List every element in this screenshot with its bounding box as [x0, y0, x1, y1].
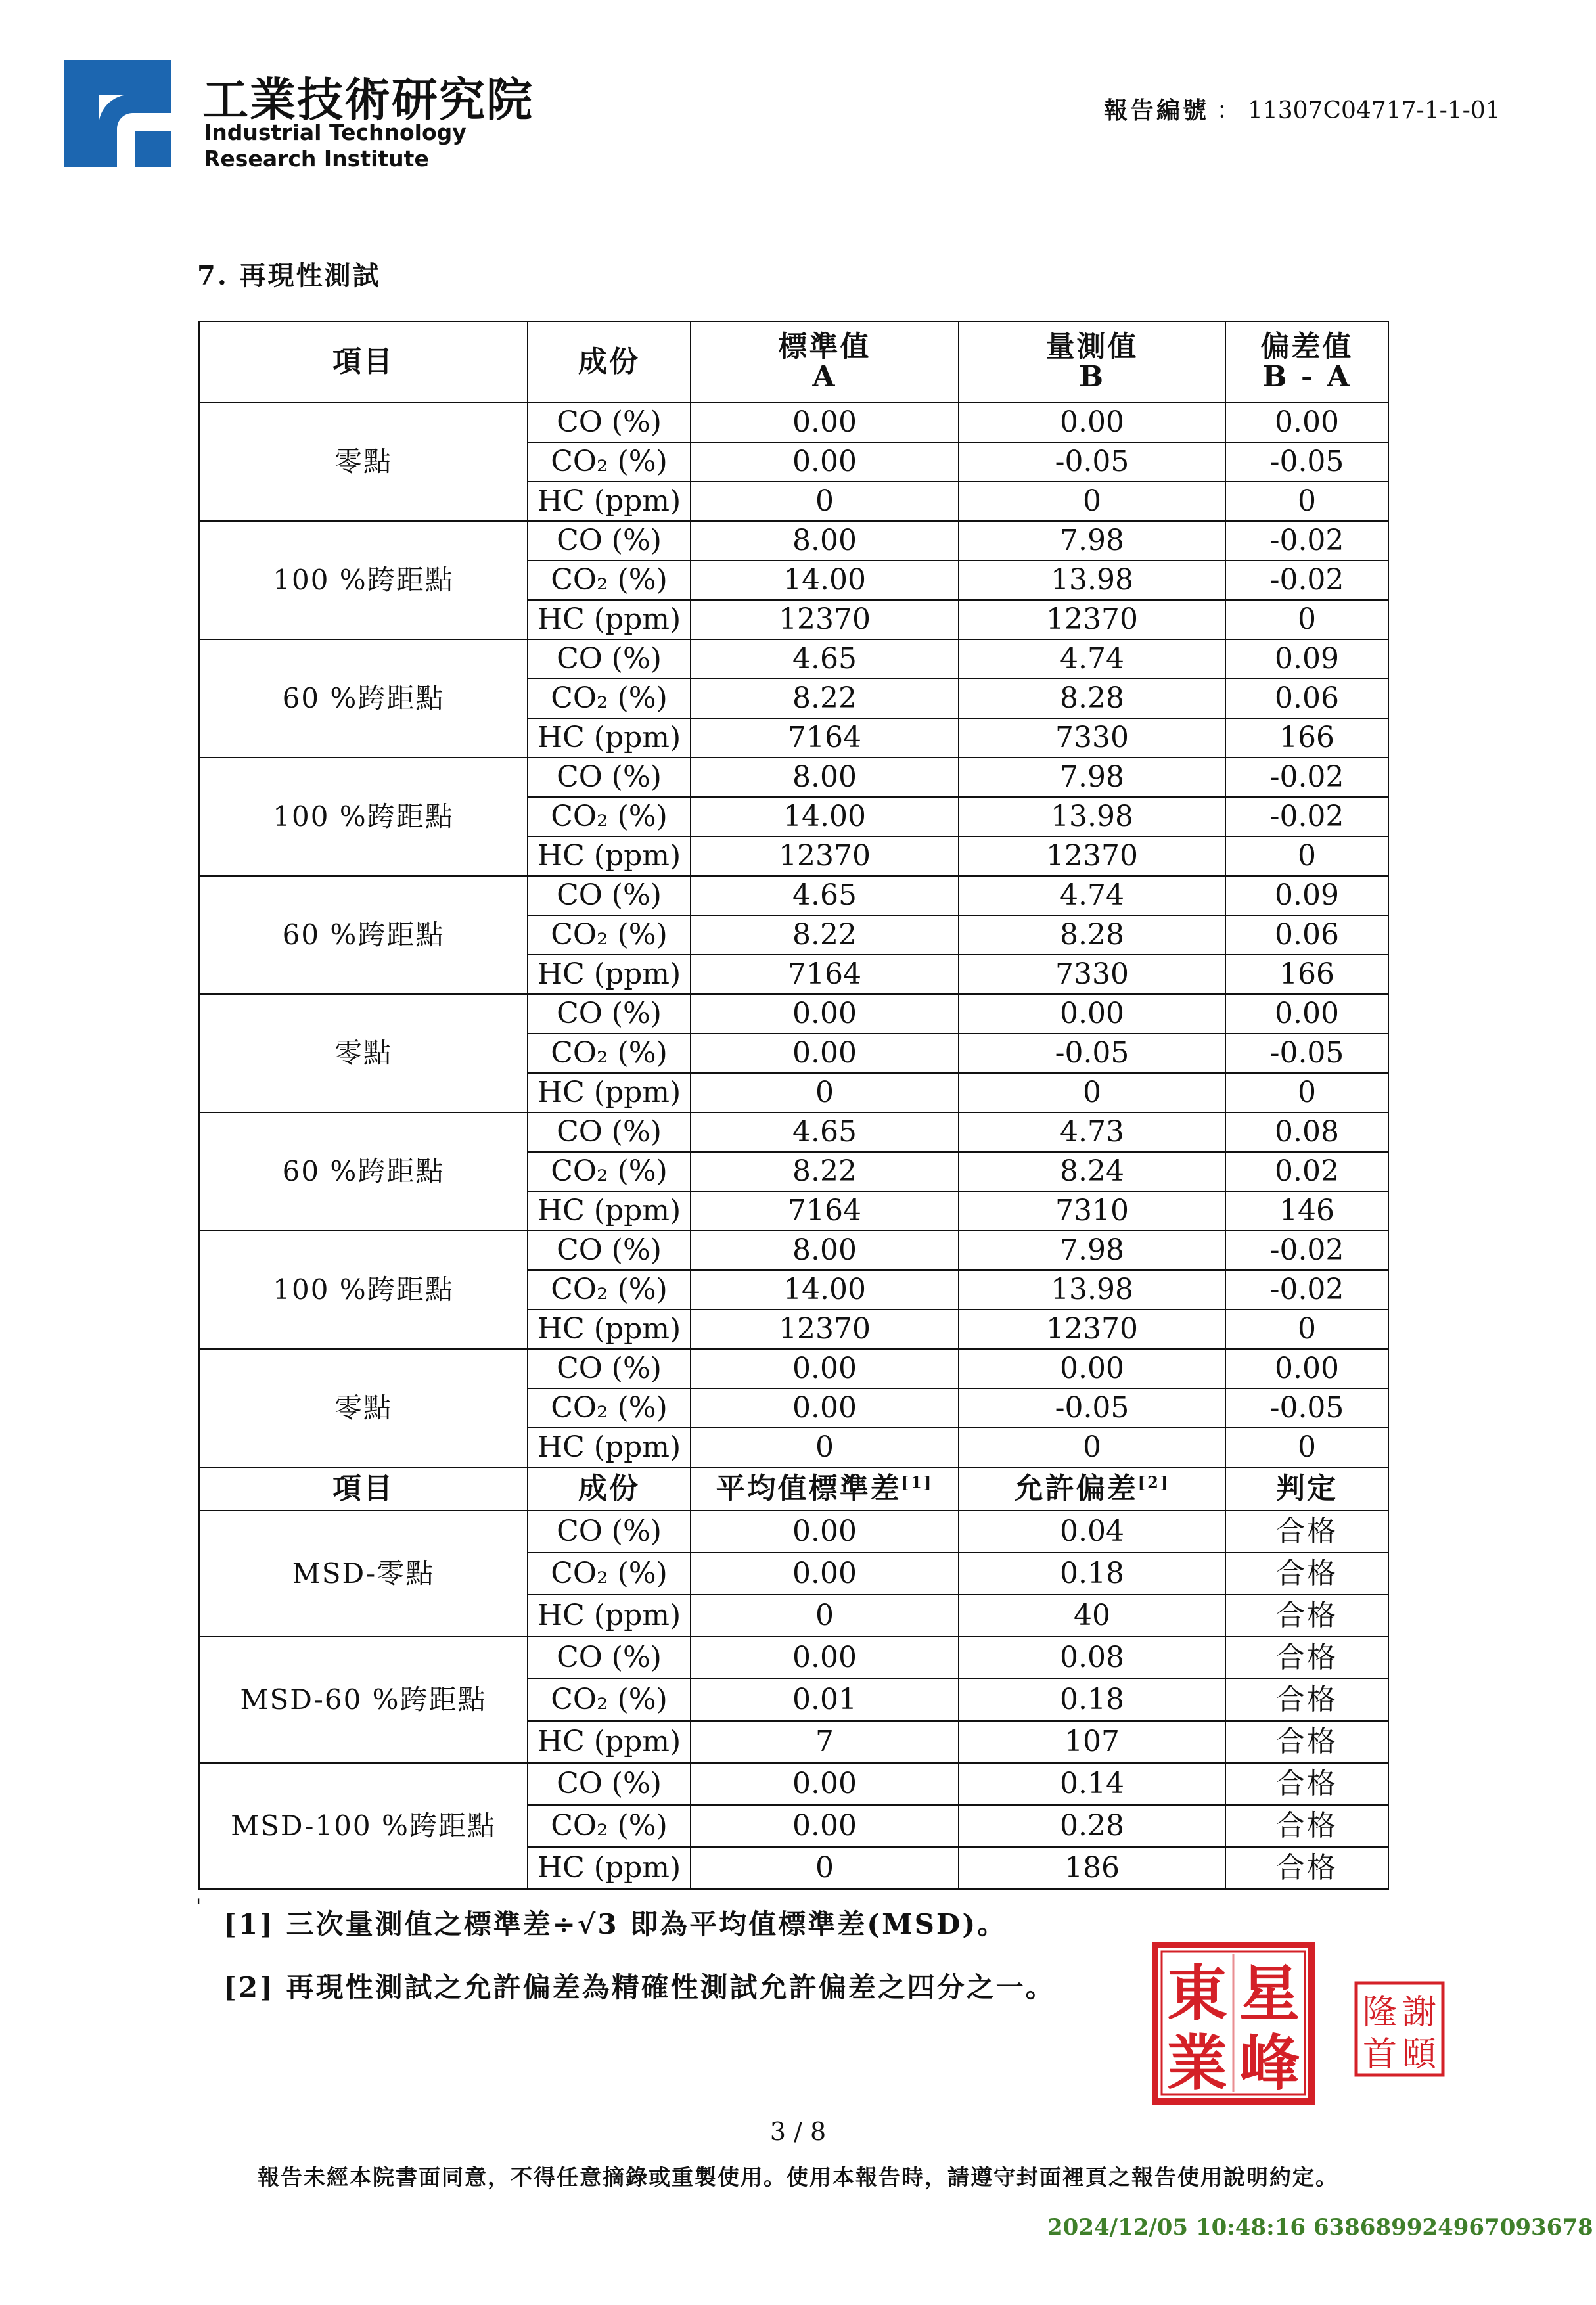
tick-mark: ' [196, 1895, 202, 1918]
table-row [199, 994, 1388, 1034]
deviation-cell: -0.05 [1225, 1388, 1388, 1428]
value-b-cell: 13.98 [959, 797, 1225, 836]
group-label: 零點 [199, 994, 528, 1112]
value-a-cell: 4.65 [691, 876, 959, 915]
value-b-cell: 0.08 [959, 1637, 1225, 1679]
component-cell: CO (%) [528, 1763, 691, 1805]
deviation-cell: 0.00 [1225, 994, 1388, 1034]
component-cell: HC (ppm) [528, 955, 691, 994]
deviation-cell: 146 [1225, 1191, 1388, 1231]
header-item: 項目 [199, 321, 528, 403]
msd-header-allowed [959, 1467, 1225, 1511]
footer-disclaimer: 報告未經本院書面同意，不得任意摘錄或重製使用。使用本報告時，請遵守封面裡頁之報告使用說明約定。 [258, 2164, 1338, 2190]
table-row [199, 521, 1388, 560]
seal-char: 首 [1362, 2035, 1398, 2074]
deviation-cell: 0.06 [1225, 915, 1388, 955]
value-a-cell: 7164 [691, 1191, 959, 1231]
deviation-cell: -0.02 [1225, 758, 1388, 797]
value-a-cell: 7 [691, 1721, 959, 1763]
component-cell: CO (%) [528, 1349, 691, 1388]
value-b-cell: 13.98 [959, 560, 1225, 600]
component-cell: CO₂ (%) [528, 679, 691, 718]
group-label: 100 %跨距點 [199, 521, 528, 639]
logo-subtitle-line1: Industrial Technology [204, 120, 467, 145]
value-b-cell: 7.98 [959, 521, 1225, 560]
value-b-cell: 0.18 [959, 1553, 1225, 1595]
report-number-separator: ： [1216, 97, 1241, 124]
msd-header [199, 1467, 1388, 1511]
value-b-cell: 13.98 [959, 1270, 1225, 1310]
reproducibility-table [198, 321, 1389, 1890]
component-cell: CO (%) [528, 521, 691, 560]
value-b-cell: 186 [959, 1847, 1225, 1889]
component-cell: HC (ppm) [528, 1847, 691, 1889]
component-cell: CO₂ (%) [528, 1388, 691, 1428]
table-row [199, 758, 1388, 797]
group-label: 100 %跨距點 [199, 1231, 528, 1349]
component-cell: CO₂ (%) [528, 1553, 691, 1595]
group-label: MSD-100 %跨距點 [199, 1763, 528, 1889]
component-cell: HC (ppm) [528, 482, 691, 521]
verdict-cell: 合格 [1225, 1763, 1388, 1805]
msd-header-ref-1: [1] [901, 1472, 934, 1492]
header-deviation-sub: B - A [1262, 360, 1352, 394]
table-row [199, 639, 1388, 679]
value-a-cell: 8.22 [691, 1152, 959, 1191]
deviation-cell: 0 [1225, 1428, 1388, 1467]
component-cell: CO₂ (%) [528, 1679, 691, 1721]
component-cell: CO₂ (%) [528, 915, 691, 955]
value-b-cell: 12370 [959, 836, 1225, 876]
component-cell: CO (%) [528, 1231, 691, 1270]
logo-subtitle [204, 120, 467, 172]
seal-char: 隆 [1362, 1993, 1398, 2032]
group-label: MSD-零點 [199, 1511, 528, 1637]
header-component: 成份 [528, 321, 691, 403]
note-1: [1] 三次量測值之標準差÷√3 即為平均值標準差(MSD)。 [223, 1908, 1007, 1940]
deviation-cell: 0 [1225, 482, 1388, 521]
component-cell: CO₂ (%) [528, 797, 691, 836]
value-b-cell: 4.73 [959, 1112, 1225, 1152]
value-a-cell: 0 [691, 1595, 959, 1637]
component-cell: CO (%) [528, 403, 691, 442]
value-a-cell: 0.00 [691, 994, 959, 1034]
value-a-cell: 4.65 [691, 1112, 959, 1152]
deviation-cell: 166 [1225, 955, 1388, 994]
table-row [199, 1511, 1388, 1553]
table-row [199, 403, 1388, 442]
header-measured-sub: B [1078, 360, 1106, 394]
seal-char: 業 [1166, 2028, 1228, 2099]
deviation-cell: -0.05 [1225, 1034, 1388, 1073]
deviation-cell: 166 [1225, 718, 1388, 758]
value-a-cell: 0.00 [691, 1763, 959, 1805]
component-cell: CO (%) [528, 994, 691, 1034]
component-cell: CO (%) [528, 639, 691, 679]
value-b-cell: 4.74 [959, 639, 1225, 679]
component-cell: HC (ppm) [528, 1721, 691, 1763]
msd-header-component: 成份 [528, 1467, 691, 1511]
component-cell: CO (%) [528, 876, 691, 915]
msd-header-item: 項目 [199, 1467, 528, 1511]
table-header-row [199, 321, 1388, 403]
verdict-cell: 合格 [1225, 1637, 1388, 1679]
value-b-cell: 7.98 [959, 1231, 1225, 1270]
value-a-cell: 8.00 [691, 758, 959, 797]
value-a-cell: 12370 [691, 1310, 959, 1349]
group-label: MSD-60 %跨距點 [199, 1637, 528, 1763]
table-row [199, 1349, 1388, 1388]
section-title: 7. 再現性測試 [197, 260, 381, 291]
table-row [199, 1637, 1388, 1679]
seal-char: 東 [1166, 1958, 1228, 2029]
group-label: 60 %跨距點 [199, 876, 528, 994]
group-label: 60 %跨距點 [199, 639, 528, 758]
header-standard-sub: A [812, 360, 837, 394]
value-a-cell: 12370 [691, 600, 959, 639]
deviation-cell: 0.08 [1225, 1112, 1388, 1152]
measurement-rows [199, 403, 1388, 1467]
value-a-cell: 0 [691, 1428, 959, 1467]
value-a-cell: 14.00 [691, 797, 959, 836]
value-a-cell: 7164 [691, 955, 959, 994]
itri-logo-icon [64, 60, 171, 167]
component-cell: CO (%) [528, 1511, 691, 1553]
value-b-cell: 0.04 [959, 1511, 1225, 1553]
component-cell: HC (ppm) [528, 1595, 691, 1637]
seal-char: 謝 [1402, 1993, 1437, 2032]
value-a-cell: 0.00 [691, 442, 959, 482]
value-a-cell: 0.00 [691, 1805, 959, 1847]
header-measured-label: 量測值 [1045, 329, 1139, 363]
value-b-cell: 0.14 [959, 1763, 1225, 1805]
value-b-cell: 7330 [959, 718, 1225, 758]
component-cell: HC (ppm) [528, 1428, 691, 1467]
component-cell: CO₂ (%) [528, 1805, 691, 1847]
value-a-cell: 7164 [691, 718, 959, 758]
deviation-cell: 0.06 [1225, 679, 1388, 718]
table-row [199, 1231, 1388, 1270]
page-number: 3 / 8 [769, 2117, 827, 2146]
header-standard-value [691, 321, 959, 403]
component-cell: CO (%) [528, 1112, 691, 1152]
value-a-cell: 0.00 [691, 1511, 959, 1553]
value-b-cell: 7310 [959, 1191, 1225, 1231]
value-b-cell: 107 [959, 1721, 1225, 1763]
component-cell: CO (%) [528, 758, 691, 797]
value-a-cell: 12370 [691, 836, 959, 876]
value-a-cell: 8.22 [691, 915, 959, 955]
value-b-cell: 8.28 [959, 679, 1225, 718]
value-b-cell: 0.00 [959, 403, 1225, 442]
msd-header-mean-std-label: 平均值標準差 [716, 1471, 901, 1505]
deviation-cell: -0.02 [1225, 1270, 1388, 1310]
value-b-cell: 0.00 [959, 994, 1225, 1034]
deviation-cell: -0.02 [1225, 521, 1388, 560]
header-standard-label: 標準值 [778, 329, 871, 363]
value-b-cell: 40 [959, 1595, 1225, 1637]
table-row [199, 1112, 1388, 1152]
component-cell: HC (ppm) [528, 836, 691, 876]
deviation-cell: -0.05 [1225, 442, 1388, 482]
msd-header-row [199, 1467, 1388, 1511]
value-a-cell: 0.00 [691, 1388, 959, 1428]
value-b-cell: 0 [959, 1073, 1225, 1112]
value-a-cell: 0.00 [691, 1034, 959, 1073]
verdict-cell: 合格 [1225, 1679, 1388, 1721]
deviation-cell: -0.02 [1225, 560, 1388, 600]
deviation-cell: 0 [1225, 836, 1388, 876]
component-cell: CO (%) [528, 1637, 691, 1679]
component-cell: HC (ppm) [528, 1191, 691, 1231]
group-label: 100 %跨距點 [199, 758, 528, 876]
group-label: 零點 [199, 1349, 528, 1467]
value-b-cell: 12370 [959, 1310, 1225, 1349]
header-deviation-label: 偏差值 [1260, 329, 1354, 363]
value-a-cell: 0.01 [691, 1679, 959, 1721]
msd-header-ref-2: [2] [1137, 1472, 1170, 1492]
value-a-cell: 0.00 [691, 1553, 959, 1595]
group-label: 零點 [199, 403, 528, 521]
value-b-cell: -0.05 [959, 442, 1225, 482]
value-a-cell: 0 [691, 1073, 959, 1112]
value-b-cell: 8.24 [959, 1152, 1225, 1191]
note-2: [2] 再現性測試之允許偏差為精確性測試允許偏差之四分之一。 [223, 1971, 1055, 2003]
logo-title: 工業技術研究院 [202, 73, 534, 127]
value-b-cell: 0.18 [959, 1679, 1225, 1721]
value-a-cell: 0.00 [691, 1637, 959, 1679]
value-b-cell: 0 [959, 1428, 1225, 1467]
component-cell: CO₂ (%) [528, 1152, 691, 1191]
value-b-cell: 4.74 [959, 876, 1225, 915]
value-a-cell: 14.00 [691, 1270, 959, 1310]
value-a-cell: 0 [691, 482, 959, 521]
component-cell: HC (ppm) [528, 1073, 691, 1112]
value-a-cell: 8.00 [691, 521, 959, 560]
value-b-cell: 0 [959, 482, 1225, 521]
msd-header-allowed-label: 允許偏差 [1014, 1471, 1138, 1505]
value-b-cell: -0.05 [959, 1034, 1225, 1073]
deviation-cell: 0.09 [1225, 639, 1388, 679]
verdict-cell: 合格 [1225, 1511, 1388, 1553]
seal-char: 頤 [1402, 2035, 1437, 2074]
verdict-cell: 合格 [1225, 1721, 1388, 1763]
report-number-label: 報告編號 [1104, 97, 1210, 124]
report-number-value: 11307C04717-1-1-01 [1247, 97, 1501, 124]
deviation-cell: 0.09 [1225, 876, 1388, 915]
value-b-cell: 12370 [959, 600, 1225, 639]
value-a-cell: 0 [691, 1847, 959, 1889]
table-row [199, 1763, 1388, 1805]
value-b-cell: 8.28 [959, 915, 1225, 955]
logo-subtitle-line2: Research Institute [204, 146, 429, 171]
print-timestamp: 2024/12/05 10:48:16 638689924967093678 [1047, 2214, 1593, 2241]
personal-seal [1354, 1980, 1446, 2078]
component-cell: HC (ppm) [528, 718, 691, 758]
component-cell: HC (ppm) [528, 600, 691, 639]
verdict-cell: 合格 [1225, 1805, 1388, 1847]
verdict-cell: 合格 [1225, 1553, 1388, 1595]
value-a-cell: 0.00 [691, 1349, 959, 1388]
header-deviation-value [1225, 321, 1388, 403]
table-row [199, 876, 1388, 915]
msd-header-verdict: 判定 [1225, 1467, 1388, 1511]
component-cell: CO₂ (%) [528, 1270, 691, 1310]
deviation-cell: 0.00 [1225, 403, 1388, 442]
group-label: 60 %跨距點 [199, 1112, 528, 1231]
value-a-cell: 8.00 [691, 1231, 959, 1270]
deviation-cell: -0.02 [1225, 1231, 1388, 1270]
msd-rows [199, 1511, 1388, 1889]
component-cell: CO₂ (%) [528, 560, 691, 600]
value-a-cell: 8.22 [691, 679, 959, 718]
verdict-cell: 合格 [1225, 1847, 1388, 1889]
component-cell: HC (ppm) [528, 1310, 691, 1349]
value-a-cell: 0.00 [691, 403, 959, 442]
value-b-cell: 7330 [959, 955, 1225, 994]
company-seal [1151, 1941, 1315, 2105]
deviation-cell: 0 [1225, 600, 1388, 639]
value-a-cell: 4.65 [691, 639, 959, 679]
header-measured-value [959, 321, 1225, 403]
value-b-cell: -0.05 [959, 1388, 1225, 1428]
deviation-cell: -0.02 [1225, 797, 1388, 836]
msd-header-mean-std [691, 1467, 959, 1511]
deviation-cell: 0 [1225, 1310, 1388, 1349]
value-b-cell: 0.00 [959, 1349, 1225, 1388]
deviation-cell: 0.00 [1225, 1349, 1388, 1388]
value-b-cell: 0.28 [959, 1805, 1225, 1847]
value-a-cell: 14.00 [691, 560, 959, 600]
report-number [1104, 92, 1501, 126]
seal-char: 星 [1239, 1958, 1300, 2029]
verdict-cell: 合格 [1225, 1595, 1388, 1637]
value-b-cell: 7.98 [959, 758, 1225, 797]
component-cell: CO₂ (%) [528, 1034, 691, 1073]
deviation-cell: 0.02 [1225, 1152, 1388, 1191]
seal-char: 峰 [1239, 2028, 1300, 2099]
deviation-cell: 0 [1225, 1073, 1388, 1112]
component-cell: CO₂ (%) [528, 442, 691, 482]
